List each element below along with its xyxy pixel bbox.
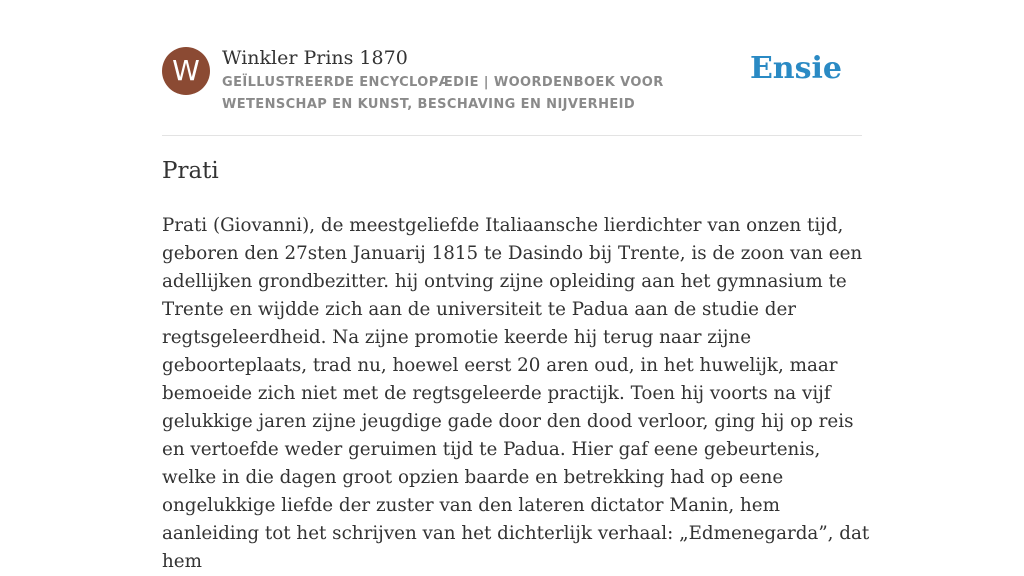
article-title: Prati (162, 158, 219, 184)
source-avatar[interactable]: W (162, 47, 210, 95)
header-divider (162, 135, 862, 136)
source-subtitle: GEÏLLUSTREERDE ENCYCLOPÆDIE | WOORDENBOEK VOOR WETENSCHAP EN KUNST, BESCHAVING EN NIJVERHEID (222, 75, 664, 112)
source-header (162, 45, 862, 135)
source-info (222, 45, 752, 116)
ensie-logo-link[interactable]: Ensie (749, 51, 842, 86)
source-title[interactable]: Winkler Prins 1870 (222, 47, 408, 69)
article-body: Prati (Giovanni), de meestgeliefde Italiaansche lierdichter van onzen tijd, geboren den 27sten Januarij 1815 te Dasindo bij Trente, is de zoon van een adellijken grondbezitter. hij ontving zijne opleiding aan het gymnasium te Trente en wijdde zich aan de universiteit te Padua aan de studie der regtsgeleerdheid. Na zijne promotie keerde hij terug naar zijne geboorteplaats, trad nu, hoewel eerst 20 aren oud, in het huwelijk, maar bemoeide zich niet met de regtsgeleerde practijk. Toen hij voorts na vijf gelukkige jaren zijne jeugdige gade door den dood verloor, ging hij op reis en vertoefde weder geruimen tijd te Padua. Hier gaf eene gebeurtenis, welke in die dagen groot opzien baarde en betrekking had op eene ongelukkige liefde der zuster van den lateren dictator Manin, hem aanleiding tot het schrijven van het dichterlijk verhaal: „Edmenegarda”, dat hem (162, 215, 870, 572)
